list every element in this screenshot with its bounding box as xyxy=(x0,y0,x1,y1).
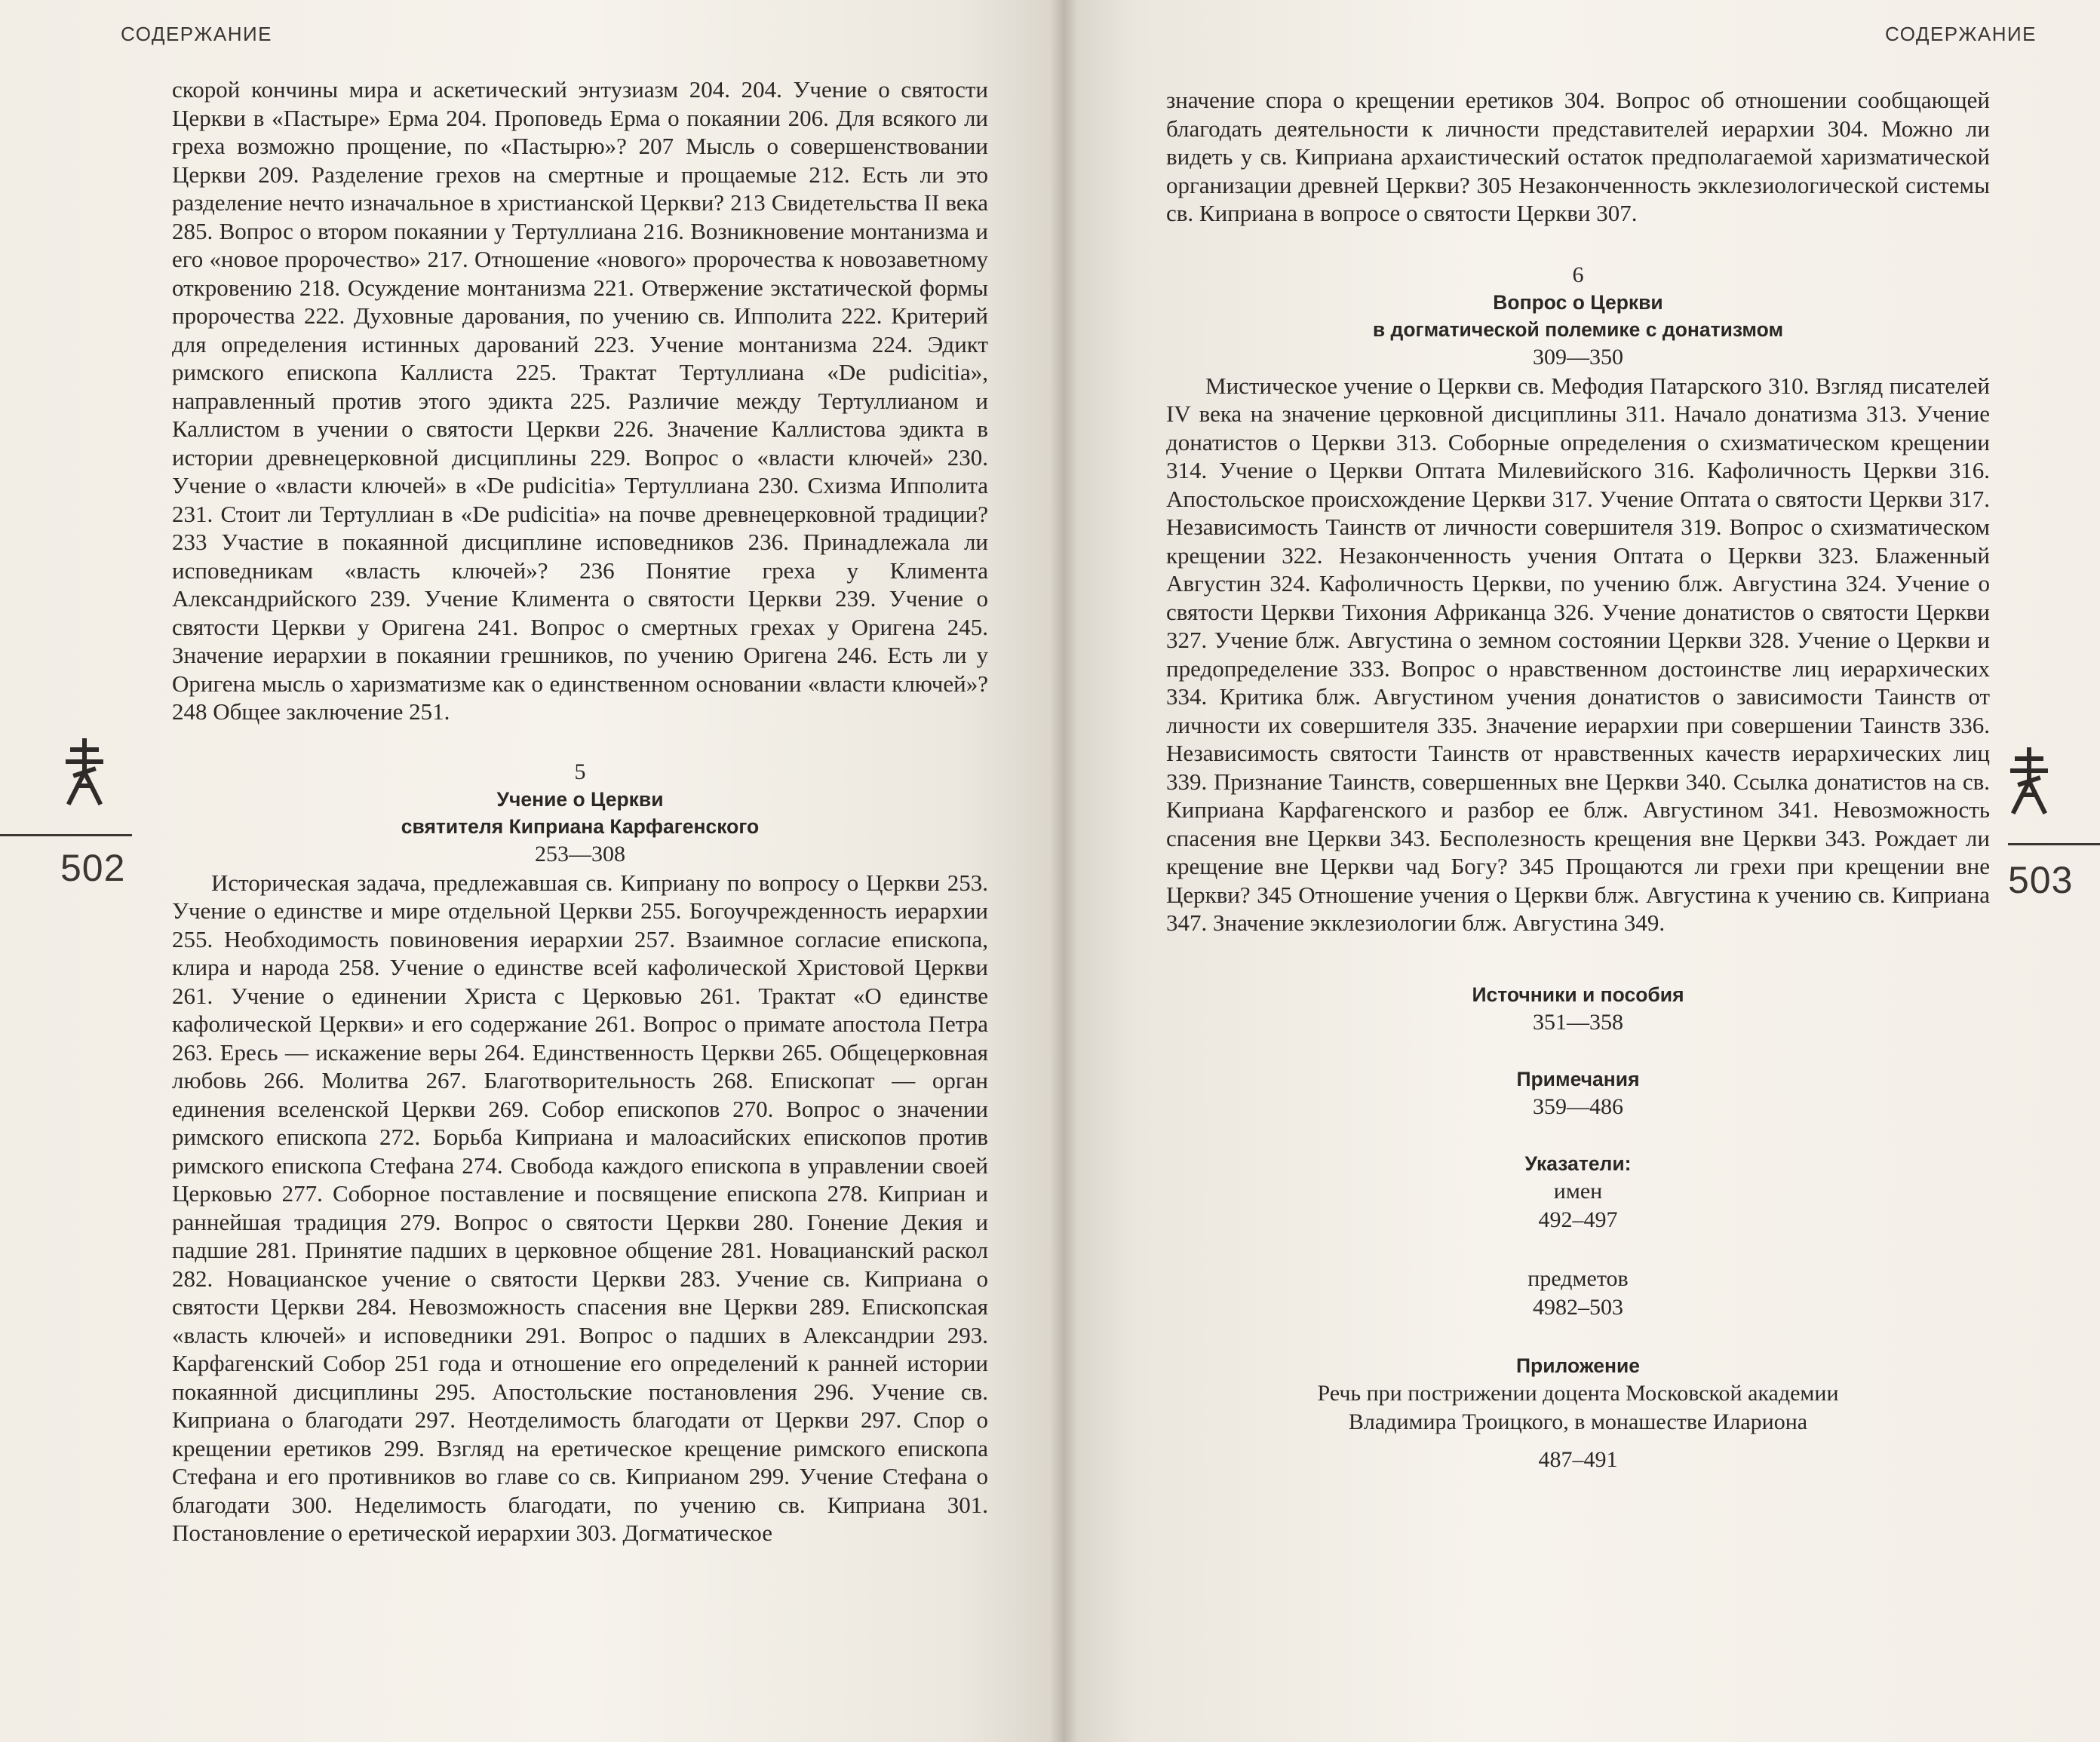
appendix-page-range: 487–491 xyxy=(1538,1446,1618,1472)
folio-rule xyxy=(0,834,132,836)
appendix-line-2: Владимира Троицкого, в монашестве Илариона xyxy=(1348,1409,1808,1434)
sources-title: Источники и пособия xyxy=(1472,983,1684,1006)
notes-title: Примечания xyxy=(1516,1067,1640,1090)
index-names-label: имен xyxy=(1553,1178,1603,1204)
chapter-title-line-2: святителя Киприана Карфагенского xyxy=(401,814,760,838)
chapter-number: 6 xyxy=(1572,262,1584,287)
right-page xyxy=(1064,0,2100,1742)
index-subjects-label: предметов xyxy=(1527,1265,1629,1291)
page-number: 503 xyxy=(2008,859,2074,901)
running-head: СОДЕРЖАНИЕ xyxy=(1884,23,2037,45)
appendix-section xyxy=(1166,1352,1990,1474)
chapter-number: 5 xyxy=(574,759,586,784)
chapter-contents-paragraph: Мистическое учение о Церкви св. Мефодия Патарского 310. Взгляд писателей IV века на значение церковной дисциплины 311. Начало донатизма 313. Учение донатистов о Церкви 313. Соборные определения о схизматическом крещении 314. Учение о Церкви Оптата Милевийского 316. Кафоличность Церкви 316. Апостольское происхождение Церкви 317. Учение Оптата о святости Церкви 317. Независимость Таинств от личности совершителя 319. Вопрос о схизматическом крещении 322. Незаконченность учения Оптата о Церкви 323. Блаженный Августин 324. Кафоличность Церкви, по учению блж. Августина 324. Учение о святости Церкви Тихония Африканца 326. Учение донатистов о святости Церкви 327. Учение блж. Августина о земном состоянии Церкви 328. Учение о Церкви и предопределение 333. Вопрос о нравственном достоинстве лиц иерархических 334. Критика блж. Августином учения донатистов о зависимости Таинств от личности их совершителя 335. Значение иерархии при совершении Таинств 336. Независимость святости Таинств от нравственных качеств иерархических лиц 339. Признание Таинств, совершенных вне Церкви 340. Ссылка донатистов на св. Киприана Карфагенского и разбор ее блж. Августином 341. Невозможность спасения вне Церкви 343. Бесполезность крещения вне Церкви 343. Рождает ли крещение вне Церкви чад Богу? 345 Прощаются ли грехи при крещении вне Церкви? 345 Отношение учения о Церкви блж. Августина к учению св. Киприана 347. Значение экклезиологии блж. Августина 349. xyxy=(1166,372,1990,936)
index-names-pages: 492–497 xyxy=(1538,1207,1618,1232)
cross-ornament-icon xyxy=(2006,747,2052,814)
chapter-page-range: 253—308 xyxy=(535,841,625,866)
continuation-paragraph: значение спора о крещении еретиков 304. Вопрос об отношении сообщающей благодать деятельности к личности представителей иерархии 304. Можно ли видеть у св. Киприана архаистический остаток предполагаемой харизматической организации древней Церкви? 305 Незаконченность экклезиологической системы св. Киприана в вопросе о святости Церкви 307. xyxy=(1166,87,1990,226)
page-number: 502 xyxy=(60,847,126,889)
chapter-title-line-1: Вопрос о Церкви xyxy=(1493,290,1663,314)
sources-page-range: 351—358 xyxy=(1533,1009,1623,1035)
folio-rule xyxy=(2008,843,2100,845)
appendix-line-1: Речь при пострижении доцента Московской академии xyxy=(1317,1380,1839,1406)
running-head: СОДЕРЖАНИЕ xyxy=(121,23,273,45)
left-page-text xyxy=(172,75,988,1547)
appendix-title: Приложение xyxy=(1515,1354,1641,1377)
chapter-heading xyxy=(1166,261,1990,372)
sources-section xyxy=(1166,981,1990,1037)
notes-page-range: 359—486 xyxy=(1533,1093,1623,1119)
chapter-heading xyxy=(172,758,988,869)
chapter-page-range: 309—350 xyxy=(1533,344,1623,370)
index-subjects-pages: 4982–503 xyxy=(1533,1294,1623,1320)
indexes-title: Указатели: xyxy=(1524,1152,1632,1175)
indexes-section xyxy=(1166,1150,1990,1322)
continuation-paragraph: скорой кончины мира и аскетический энтузиазм 204. 204. Учение о святости Церкви в «Пастыре» Ерма 204. Проповедь Ерма о покаянии 206. Для всякого ли греха возможно прощение, по «Пастырю»? 207 Мысль о совершенствовании Церкви 209. Разделение грехов на смертные и прощаемые 212. Есть ли это разделение нечто изначальное в христианской Церкви? 213 Свидетельства II века 285. Вопрос о втором покаянии у Тертуллиана 216. Возникновение монтанизма и его «новое пророчество» 217. Отношение «нового» пророчества к новозаветному откровению 218. Осуждение монтанизма 221. Отвержение экстатической формы пророчества 222. Духовные дарования, по учению св. Ипполита 222. Критерий для определения истинных дарований 223. Учение монтанизма 224. Эдикт римского епископа Каллиста 225. Трактат Тертуллиана «De pudicitia», направленный против этого эдикта 225. Различие между Тертуллианом и Каллистом в учении о святости Церкви 226. Значение Каллистова эдикта в истории древнецерковной дисциплины 229. Вопрос о «власти ключей» 230. Учение о «власти ключей» в «De pudicitia» Тертуллиана 230. Схизма Ипполита 231. Стоит ли Тертуллиан в «De pudicitia» на почве древнецерковной традиции? 233 Участие в покаянной дисциплине исповедников 236. Принадлежала ли исповедникам «власть ключей»? 236 Понятие греха у Климента Александрийского 239. Учение Климента о святости Церкви 239. Учение о святости Церкви у Оригена 241. Вопрос о смертных грехах у Оригена 245. Значение иерархии в покаянии грешников, по учению Оригена 246. Есть ли у Оригена мысль о харизматизме как о единственном основании «власти ключей»? 248 Общее заключение 251. xyxy=(172,76,988,725)
notes-section xyxy=(1166,1066,1990,1121)
chapter-contents-paragraph: Историческая задача, предлежавшая св. Киприану по вопросу о Церкви 253. Учение о единстве и мире отдельной Церкви 255. Богоучрежденность иерархии 255. Необходимость повиновения иерархии 257. Взаимное согласие епископа, клира и народа 258. Учение о единстве всей кафолической Христовой Церкви 261. Учение о единении Христа с Церковью 261. Трактат «О единстве кафолической Церкви» и его содержание 261. Вопрос о примате апостола Петра 263. Ересь — искажение веры 264. Единственность Церкви 265. Общецерковная любовь 266. Молитва 267. Благотворительность 268. Епископат — орган единения вселенской Церкви 269. Собор епископов 270. Вопрос о значении римского епископа 272. Борьба Киприана и малоасийских епископов против римского епископа Стефана 274. Свобода каждого епископа в управлении своей Церковью 277. Соборное поставление и посвящение епископа 278. Киприан и раннейшая традиция 279. Вопрос о святости Церкви 280. Гонение Декия и падшие 281. Принятие падших в церковное общение 281. Новацианский раскол 282. Новацианское учение о святости Церкви 283. Учение св. Киприана о святости Церкви 284. Невозможность спасения вне Церкви 289. Епископская «власть ключей» и исповедники 291. Вопрос о падших в Александрии 293. Карфагенский Собор 251 года и отношение его определений к ранней истории покаянной дисциплины 295. Апостольские постановления 296. Учение св. Киприана о благодати 297. Неотделимость благодати от Церкви 297. Спор о крещении еретиков 299. Взгляд на еретическое крещение римского епископа Стефана и его противников во главе со св. Киприаном 299. Учение Стефана о благодати 300. Неделимость благодати, по учению св. Киприана 301. Постановление о еретической иерархии 303. Догматическое xyxy=(172,869,988,1546)
cross-ornament-icon xyxy=(62,738,107,805)
right-page-text xyxy=(1166,86,1990,1474)
book-gutter xyxy=(1050,0,1077,1742)
chapter-title-line-2: в догматической полемике с донатизмом xyxy=(1372,317,1784,341)
chapter-title-line-1: Учение о Церкви xyxy=(496,787,664,811)
